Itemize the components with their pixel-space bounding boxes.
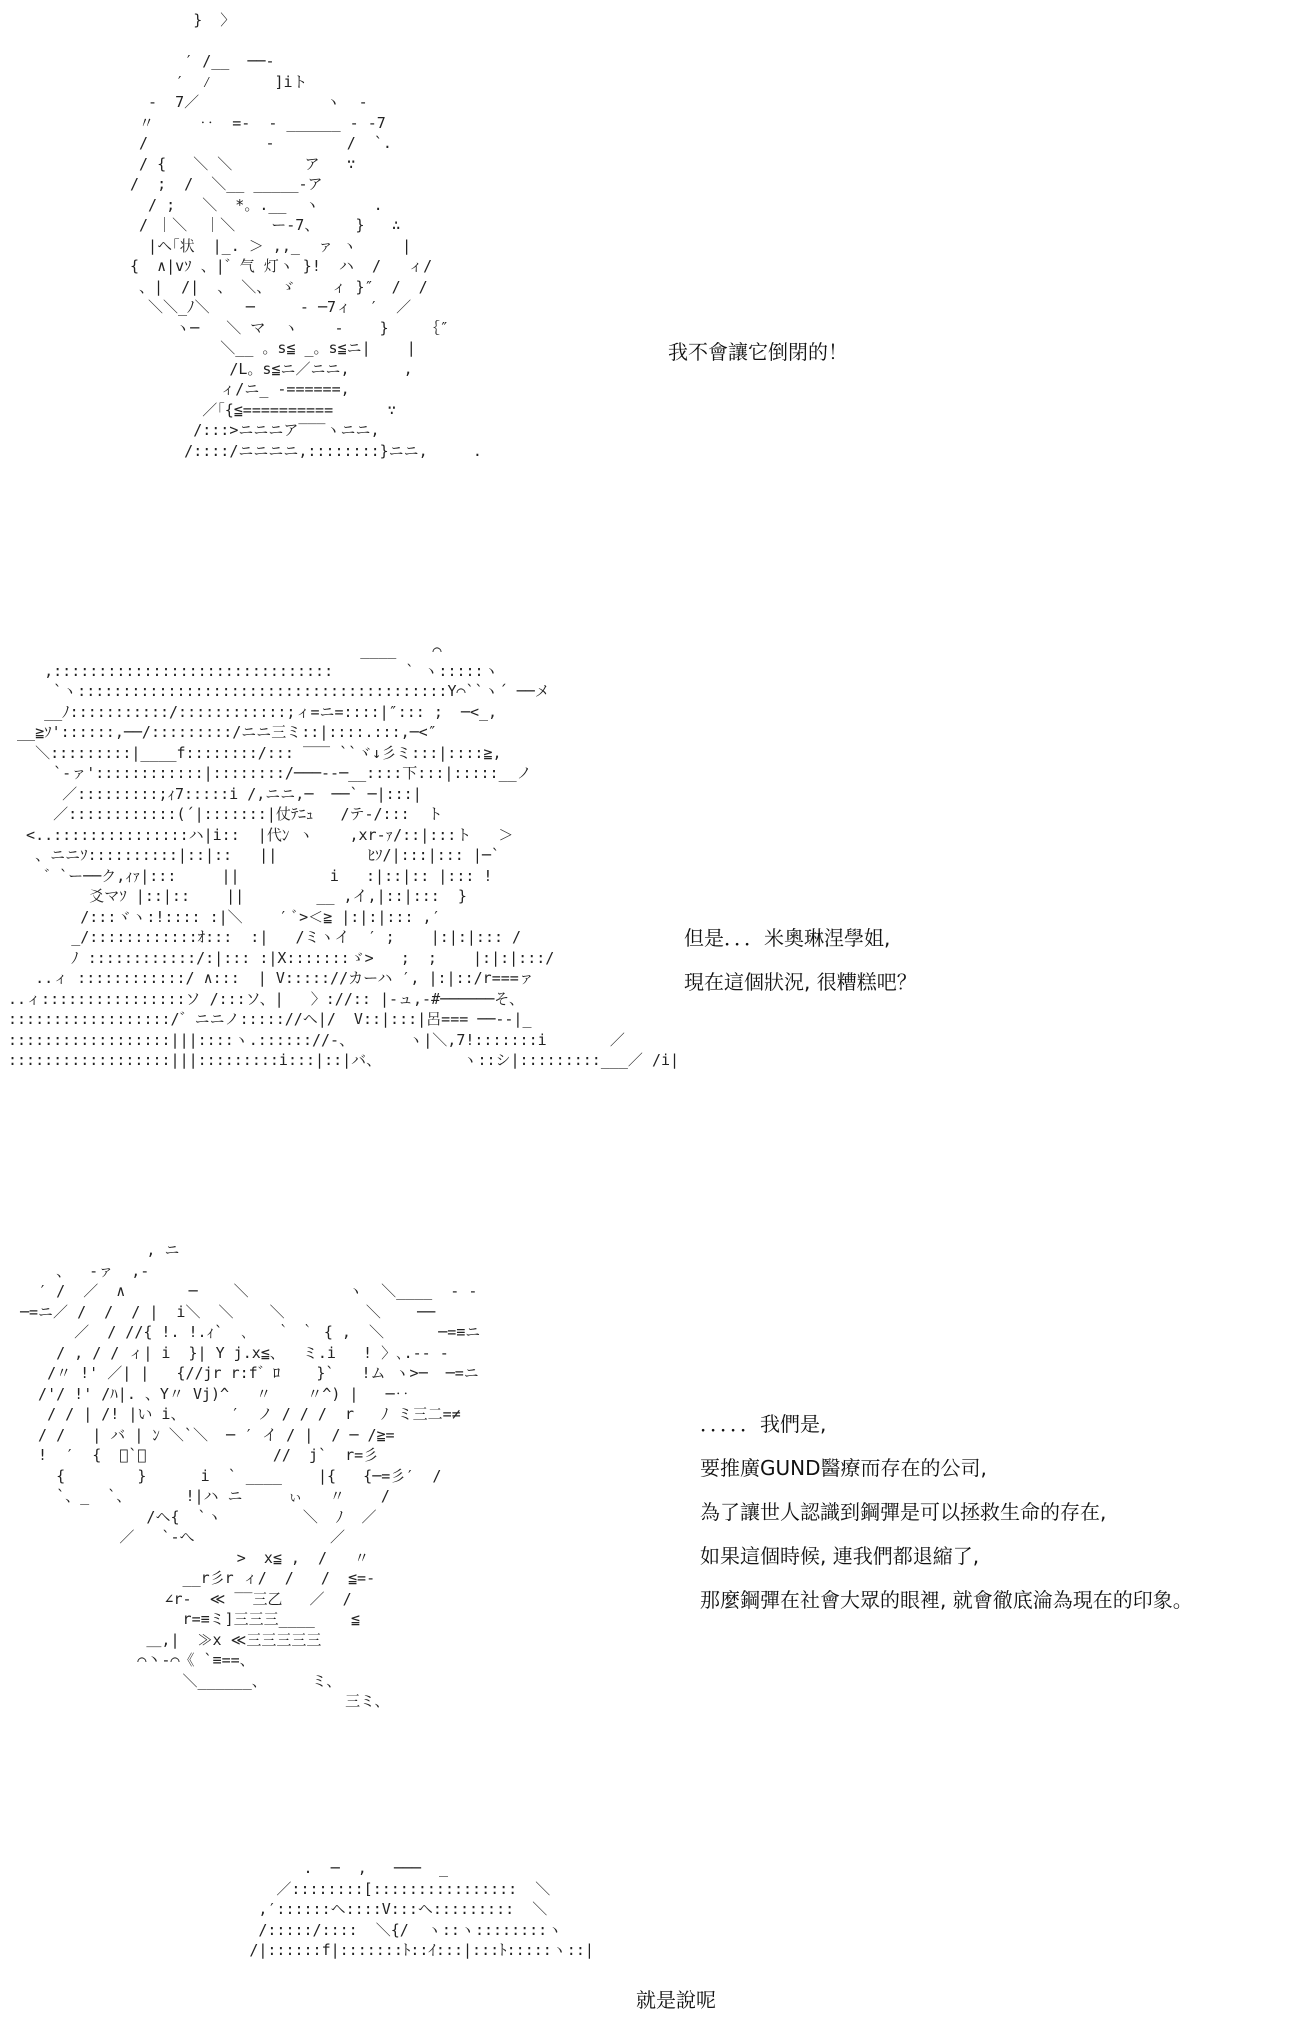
dialogue-line: 就是說呢 [636, 1988, 716, 2012]
ascii-art-3: , ニ 、 ‐ァ ,- ′ / ／ ∧ ─ ＼ ヽ ＼____ - - ─=ニ／ / / / | i＼ ＼ ＼ ＼ ── ／ / //{ !. !.ｨ` ､ ｀ ｀ { , ＼ ─=≡ニ / , / / ィ| i }| Y j.x≦、 ミ.i ! 〉､.‐- - /〃 !' ／| | {//jr r:f゛ﾛ }` !ム ヽ>─ ─=ニ /'/ !' /ﾊ|. 、Y〃 Vj)^ 〃 〃^) | ─‥ / / | /! |い i、 ′ ノ / / / r ﾉ ミ三二=≠ / / | バ | ﾝ ＼`＼ ─ ′ イ / | / ─ /≧= ! ′ { ﾞ`、 // j` r=彡 { } i ` ____ |{ {─=彡′ / `、_ `、 !|ハ ニ ぃ 〃 / /ヘ{ `ヽ ＼ ﾉ ／ ／ `‐へ ／ > x≦ , / 〃 __r彡r ィ/ / / ≦=‐ ∠r‐ ≪ ‾‾三乙 ／ / r=≡ミ]三三三____ ≦ ＿,| ≫x ≪三三三三三 ⌒丶‐⌒《 `≡==、 ＼______、 ミ、 三ミ、 [20, 1241, 481, 1710]
dialogue-line: 為了讓世人認識到鋼彈是可以拯救生命的存在, [700, 1500, 1107, 1524]
dialogue-block-3 [700, 1402, 1193, 1622]
ascii-art-1: } 〉 ′ /__ ──- ′ ⁄ ]iト - 7／ ヽ - 〃 ‥ =- - ______ - -7 / - / `. / { ＼ ＼ ア ∵ / ; / ＼__ _____-ア / ; ＼ *。.__ ヽ . / ｜＼ ｜＼ ー-7、 } ∴ |ヘ｢状 |_. ＞ ,,_ ァ ヽ | { ∧|vｿ 、|゛气 灯ヽ }! ハ / ィ/ 、| /| 、 ＼、 ゞ ィ }″ / / ＼＼_ﾉ＼ ─ - ─7ィ ′ ／ ヽ─ ＼ マ ヽ - } ｛″ ＼__ 。s≦ _。s≦ニ| | /L。s≦ニ／ニニ, , ィ/ニ_ -======, ／｢{≦========== ∵ /:::>ニニニア‾‾‾ヽニニ, /::::/ニニニニ,::::::::}ニニ, . [130, 11, 482, 460]
dialogue-line: ．．．．．我們是, [700, 1412, 827, 1436]
dialogue-line: 現在這個狀況, 很糟糕吧？ [684, 970, 917, 994]
dialogue-line: 如果這個時候, 連我們都退縮了, [700, 1544, 980, 1568]
ascii-art-2: ____ ⌒ ,::::::::::::::::::::::::::::::: ` ヽ:::::ヽ `ヽ:::::::::::::::::::::::::::::::::::::::::Y⌒``ヽ´ ──メ __ﾉ:::::::::::/::::::::::::;ィ=ニ=::::|″::: ; ─<_, __≧ｿ'::::::,──/:::::::::/ニニ三ミ::|::::.:::,─<″ ＼:::::::::|____f::::::::/::: ‾‾‾ ``ヾ↓彡ミ:::|::::≧, `‐ァ'::::::::::::|::::::::/───‐-─__::::下:::|:::::__ノ ／:::::::::;ｨ7:::::i /,ニニ,─ ──` ─|:::| ／::::::::::::(´|:::::::|仗ﾃﾆｭ /テ-/::: ト <..:::::::::::::::ハ|i:: |代ﾝ ヽ ,xr-ｧ/::|:::ト ＞ 、ニニｿ::::::::::|::|:: || ﾋｿ/|:::|::: |─` ゛`ー──ク,ｨｧ|::: || i :|::|:: |::: ! 爻マｿ |::|:: || __ ,イ,|::|::: } /:::ヾヽ:!:::: :|＼ ′ ﾞ>＜≧ |:|:|::: ,′ _/::::::::::::ｵ::: :| /ミヽイ ′ ; |:|:|::: / ﾉ ::::::::::::/:|::: :|X:::::::ゞ> ; ; |:|:|:::/ ..ィ ::::::::::::/ ∧::: | V::::://カーハ ′, |:|::/r===ァ ..ィ::::::::::::::::ソ /:::ソ、| 〉://:: |-ュ,-#──────そ、 ::::::::::::::::::/゛ニニノ::::://ヘ|/ V::|:::|呂=== ──--|_ ::::::::::::::::::|||::::ヽ.:::::://-、 ヽ|＼,7!:::::::i ／ ::::::::::::::::::|||:::::::::i:::|::|バ、 ヽ::シ|:::::::::___／ /i| [8, 641, 680, 1069]
dialogue-line: 那麼鋼彈在社會大眾的眼裡, 就會徹底淪為現在的印象。 [700, 1588, 1193, 1612]
dialogue-block-1 [668, 330, 848, 374]
dialogue-block-4 [636, 1978, 716, 2022]
dialogue-line: 但是．．．米奧琳涅學姐, [684, 926, 891, 950]
ascii-art-4: . ─ , ─── _ ／::::::::[:::::::::::::::: ＼ ,′::::::ヘ::::V:::ヘ::::::::: ＼ /:::::/:::: ＼{/ ヽ::ヽ::::::::ヽ /|::::::f|:::::::ﾄ::ｲ:::|:::ﾄ:::::ヽ::| [249, 1859, 594, 1959]
dialogue-block-2 [684, 916, 917, 1004]
dialogue-line: 我不會讓它倒閉的！ [668, 340, 848, 364]
dialogue-line: 要推廣GUND醫療而存在的公司, [700, 1456, 987, 1480]
